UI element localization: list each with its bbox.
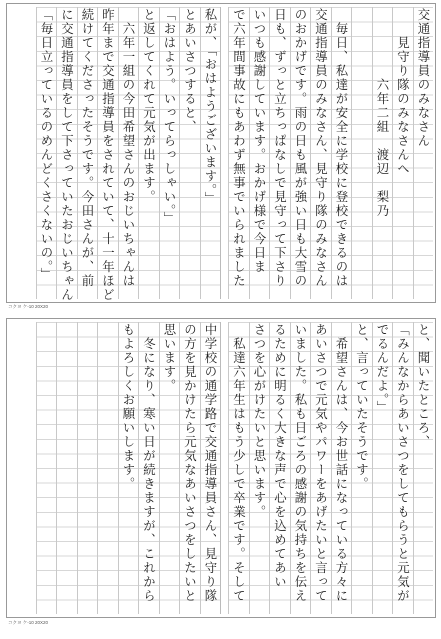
grid-column (310, 322, 331, 614)
grid-column (392, 322, 413, 614)
column-text: で六年間事故にもあわず無事でいられました (231, 8, 247, 288)
grid-column (269, 322, 290, 614)
grid-column (249, 322, 270, 614)
grid-column (228, 322, 249, 614)
grid-column (138, 7, 159, 299)
column-text: 中学校の通学路で交通指導員さん、見守り隊 (203, 323, 218, 603)
column-text: 「おはよう。いってらっしゃい。」 (162, 8, 177, 226)
grid-column (413, 7, 434, 299)
center-fold (220, 322, 228, 614)
grid-column (179, 322, 200, 614)
grid-column (56, 322, 77, 614)
grid-column (249, 7, 270, 299)
column-text: とあいさつすると、 (182, 8, 198, 134)
grid-column (118, 7, 139, 299)
column-text: でるんだよ。」 (375, 323, 390, 415)
column-text: 見守り隊のみなさんへ (395, 8, 411, 176)
grid-column (97, 322, 118, 614)
grid-column (36, 7, 57, 299)
grid-column (331, 322, 352, 614)
grid-column (97, 7, 118, 302)
center-fold (220, 7, 228, 299)
column-text: と、言っていたそうです。 (354, 323, 370, 491)
grid-column (351, 322, 372, 614)
grid-column (372, 322, 393, 614)
grid-column (200, 7, 221, 299)
grid-column (200, 322, 221, 614)
column-text: 冬になり、寒い日が続きますが、これから (141, 323, 157, 603)
paper-footer: コクヨ ケ-10 20X20 (8, 304, 49, 309)
column-text: もよろしくお願いします。 (121, 323, 136, 491)
paper-footer: コクヨ ケ-10 20X20 (8, 620, 49, 625)
column-text: 交通指導員のみなさん (416, 8, 431, 148)
grid-column (159, 7, 180, 299)
column-text: の方を見かけたら元気なあいさつをしたいと (182, 323, 198, 603)
column-text: さつを心がけたいと思います。 (252, 323, 267, 519)
grid-column (413, 322, 434, 614)
grid-column (351, 7, 372, 299)
grid-column (77, 322, 98, 614)
grid-column (290, 322, 311, 614)
manuscript-page-1 (6, 3, 436, 303)
grid-column (56, 7, 77, 302)
column-text: 続けてくださったそうです。今田さんが、前 (80, 8, 95, 288)
column-text: るために明るく大きな声で心を込めてあい (272, 323, 288, 589)
column-text: 私達六年生はもう少しで卒業です。そして (231, 323, 247, 603)
column-text: 日も、ずっと立ちっぱなしで見守って下さり (272, 8, 288, 288)
grid-column (77, 7, 98, 299)
column-text: に交通指導員をして下さっていたおじいちゃん (59, 8, 75, 302)
column-text: 私が、「おはようございます。」 (203, 8, 218, 206)
column-text: 交通指導員のみなさん、見守り隊のみなさん (313, 8, 329, 288)
column-text: 六年二組 渡辺 梨乃 (375, 8, 390, 218)
grid-column (228, 7, 249, 299)
manuscript-page-2 (6, 318, 436, 618)
grid-column (290, 7, 311, 299)
column-text: 「毎日立っているのめんどくさくないの。」 (39, 8, 54, 282)
grid-column (392, 7, 413, 299)
grid-column (269, 7, 290, 299)
grid-column (159, 322, 180, 614)
grid-column (138, 322, 159, 614)
column-text: 六年一組の今田希望さんのおじいちゃんは (121, 8, 136, 288)
column-text: 毎日、私達が安全に学校に登校できるのは (334, 8, 349, 288)
grid-column (372, 7, 393, 299)
column-text: と返してくれて元気が出ます。 (141, 8, 157, 204)
column-text: のおかげです。雨の日も風が強い日も大雪の (293, 8, 308, 288)
grid-column (331, 7, 352, 299)
column-text: いました。私も日ごろの感謝の気持ちを伝え (293, 323, 308, 603)
column-text: 思います。 (162, 323, 177, 393)
grid-column (36, 322, 57, 614)
column-text: あいさつで元気やパワーをあげたいと言って (313, 323, 329, 603)
column-text: いつも感謝しています。おかげ様で今日ま (252, 8, 267, 274)
column-text: 「みんなからあいさつをしてもらうと元気が (395, 323, 411, 603)
column-text: 昨年まで交通指導員をされていて、十一年ほど (100, 8, 116, 302)
grid-column (118, 322, 139, 614)
grid-column (179, 7, 200, 299)
column-text: 希望さんは、今お世話になっている方々に (334, 323, 349, 603)
column-text: と、聞いたところ、 (416, 323, 431, 449)
grid-column (310, 7, 331, 299)
